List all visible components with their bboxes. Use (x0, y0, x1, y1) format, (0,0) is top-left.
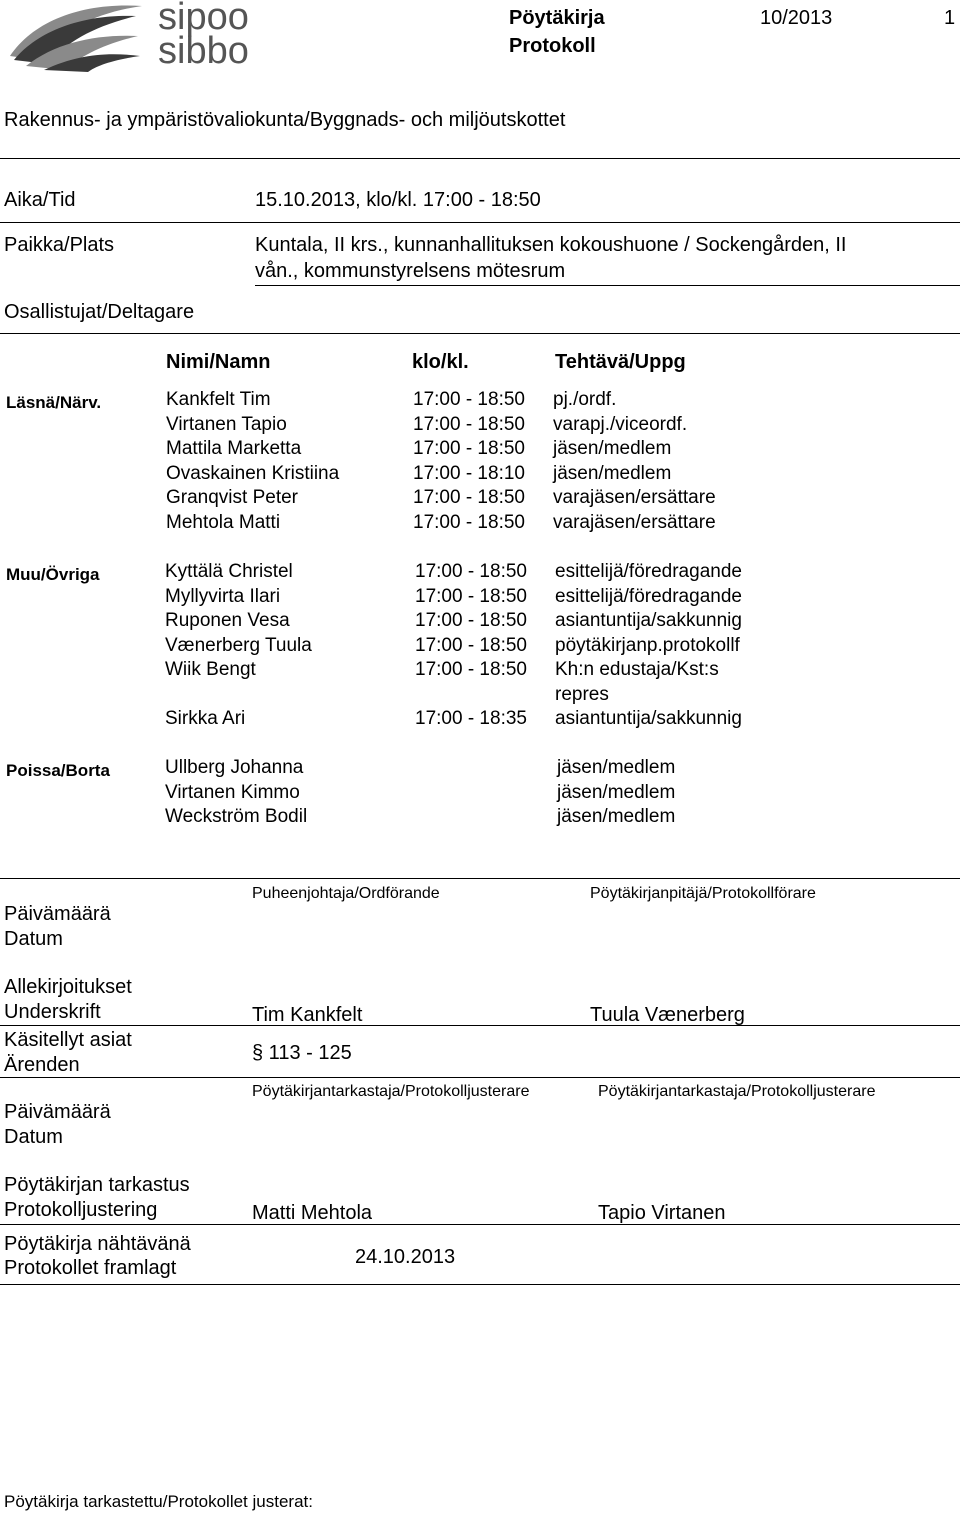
items-label-sv: Ärenden (4, 1054, 80, 1076)
participant-role-continued: repres (555, 683, 609, 705)
check-label-fi: Pöytäkirjan tarkastus (4, 1174, 190, 1196)
participant-role: Kh:n edustaja/Kst:s (555, 659, 719, 680)
group-label-present: Läsnä/Närv. (6, 393, 102, 412)
participant-name: Mehtola Matti (166, 511, 281, 533)
participant-time: 17:00 - 18:50 (415, 659, 527, 680)
participant-role: asiantuntija/sakkunnig (555, 708, 742, 729)
divider (0, 1284, 960, 1285)
doc-type-fi: Pöytäkirja (509, 7, 605, 29)
present-times (413, 388, 525, 535)
participant-role: jäsen/medlem (557, 781, 676, 803)
group-label-absent: Poissa/Borta (6, 761, 110, 780)
check-label-sv: Protokolljustering (4, 1199, 158, 1221)
participant-role: esittelijä/föredragande (555, 585, 742, 607)
doc-type-sv: Protokoll (509, 35, 596, 57)
divider (0, 158, 960, 159)
participant-role: jäsen/medlem (553, 462, 672, 484)
divider (255, 285, 960, 286)
logo-text-sibbo: sibbo (158, 30, 249, 72)
other-names (165, 560, 312, 732)
doc-number: 10/2013 (760, 7, 833, 29)
items-label-fi: Käsitellyt asiat (4, 1029, 132, 1051)
date-label-fi: Päivämäärä (4, 903, 111, 925)
secretary-role-label: Pöytäkirjanpitäjä/Protokollförare (590, 885, 816, 902)
participant-time: 17:00 - 18:50 (413, 413, 525, 435)
checker-role-label-1: Pöytäkirjantarkastaja/Protokolljusterare (252, 1083, 530, 1100)
participant-name: Kankfelt Tim (166, 389, 271, 410)
date2-label-sv: Datum (4, 1126, 63, 1148)
signatures-label-sv: Underskrift (4, 1001, 101, 1023)
date-label-sv: Datum (4, 928, 63, 950)
participant-role: esittelijä/föredragande (555, 561, 742, 582)
items-value: § 113 - 125 (252, 1042, 352, 1064)
place-value-line2: vån., kommunstyrelsens mötesrum (255, 260, 566, 282)
other-times (415, 560, 527, 732)
other-roles (555, 560, 742, 732)
absent-names (165, 756, 307, 830)
participant-role: jäsen/medlem (553, 438, 672, 459)
checker-name-2: Tapio Virtanen (598, 1202, 726, 1224)
committee-title: Rakennus- ja ympäristövaliokunta/Byggnads- och miljöutskottet (4, 109, 566, 131)
participant-name: Ruponen Vesa (165, 610, 290, 631)
checker-name-1: Matti Mehtola (252, 1202, 373, 1224)
checker-role-label-2: Pöytäkirjantarkastaja/Protokolljusterare (598, 1083, 876, 1100)
participant-name: Virtanen Kimmo (165, 781, 300, 803)
divider (0, 878, 960, 879)
participant-time: 17:00 - 18:50 (413, 389, 525, 410)
secretary-name: Tuula Vænerberg (590, 1004, 745, 1026)
sipoo-sibbo-logo (4, 2, 254, 72)
participant-role: varapj./viceordf. (553, 413, 688, 435)
swoosh-logo-icon (4, 2, 144, 72)
place-label: Paikka/Plats (4, 234, 115, 256)
participant-name: Ullberg Johanna (165, 757, 304, 778)
participants-label: Osallistujat/Deltagare (4, 301, 195, 323)
place-value-line1: Kuntala, II krs., kunnanhallituksen kokoushuone / Sockengården, II (255, 234, 847, 256)
participant-time: 17:00 - 18:35 (415, 708, 527, 729)
participant-role: pöytäkirjanp.protokollf (555, 634, 740, 656)
participant-time: 17:00 - 18:50 (415, 610, 527, 631)
time-value: 15.10.2013, klo/kl. 17:00 - 18:50 (255, 189, 541, 211)
participant-role: jäsen/medlem (557, 757, 676, 778)
chair-role-label: Puheenjohtaja/Ordförande (252, 885, 440, 902)
present-roles (553, 388, 716, 535)
divider (0, 1025, 960, 1026)
participant-time: 17:00 - 18:50 (415, 585, 527, 607)
participant-time: 17:00 - 18:50 (415, 561, 527, 582)
column-header-time: klo/kl. (412, 351, 469, 373)
participant-time: 17:00 - 18:10 (413, 462, 525, 484)
participant-role: varajäsen/ersättare (553, 487, 716, 508)
participant-name: Weckström Bodil (165, 806, 308, 827)
divider (0, 1224, 960, 1225)
participant-name: Granqvist Peter (166, 487, 298, 508)
divider (0, 222, 960, 223)
participant-time: 17:00 - 18:50 (413, 511, 525, 533)
participant-role: varajäsen/ersättare (553, 511, 716, 533)
divider (0, 1077, 960, 1078)
column-header-name: Nimi/Namn (166, 351, 271, 373)
participant-name (165, 683, 312, 708)
participant-name: Vænerberg Tuula (165, 634, 312, 656)
participant-time: 17:00 - 18:50 (415, 634, 527, 656)
signatures-label-fi: Allekirjoitukset (4, 976, 132, 998)
participant-name: Ovaskainen Kristiina (166, 462, 340, 484)
participant-time: 17:00 - 18:50 (413, 487, 525, 508)
column-header-role: Tehtävä/Uppg (555, 351, 686, 373)
public-date: 24.10.2013 (355, 1246, 456, 1268)
page-number: 1 (944, 7, 956, 29)
absent-roles (557, 756, 675, 830)
participant-name: Mattila Marketta (166, 438, 302, 459)
participant-role: pj./ordf. (553, 389, 617, 410)
divider (0, 333, 960, 334)
verified-label: Pöytäkirja tarkastettu/Protokollet justerat: (4, 1492, 313, 1511)
time-label: Aika/Tid (4, 189, 76, 211)
participant-role: asiantuntija/sakkunnig (555, 610, 742, 631)
chair-name: Tim Kankfelt (252, 1004, 363, 1026)
participant-name: Virtanen Tapio (166, 413, 287, 435)
participant-name: Sirkka Ari (165, 708, 246, 729)
participant-role: jäsen/medlem (557, 806, 676, 827)
date2-label-fi: Päivämäärä (4, 1101, 111, 1123)
public-label-fi: Pöytäkirja nähtävänä (4, 1233, 191, 1255)
present-names (166, 388, 339, 535)
public-label-sv: Protokollet framlagt (4, 1257, 177, 1279)
participant-time: 17:00 - 18:50 (413, 438, 525, 459)
participant-name: Myllyvirta Ilari (165, 585, 281, 607)
participant-name: Wiik Bengt (165, 659, 256, 680)
logo-text-sipoo: sipoo (158, 0, 249, 38)
participant-name: Kyttälä Christel (165, 561, 293, 582)
participant-time (415, 683, 527, 708)
group-label-other: Muu/Övriga (6, 565, 100, 584)
